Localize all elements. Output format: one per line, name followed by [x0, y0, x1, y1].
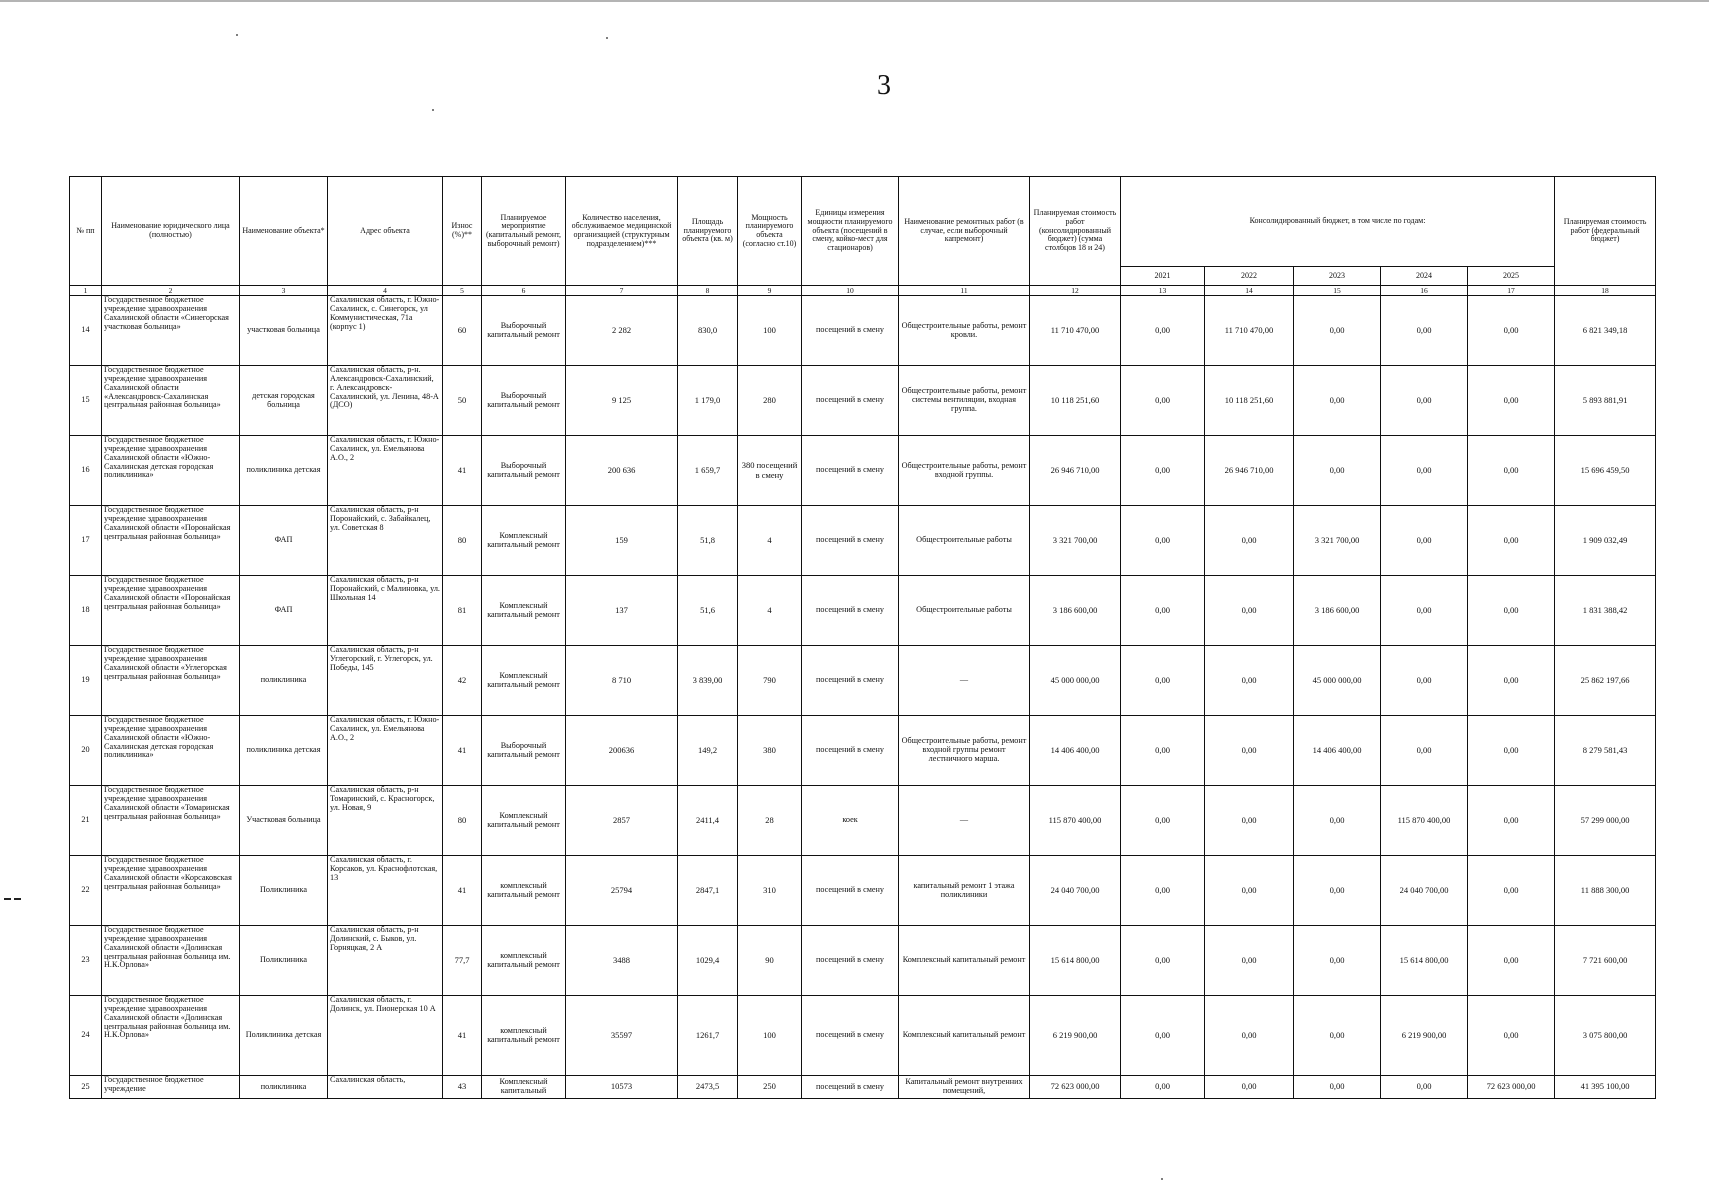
year-2025-cell: 72 623 000,00	[1468, 1076, 1555, 1099]
column-index: 3	[240, 286, 328, 296]
row-number: 21	[70, 786, 102, 856]
table-row	[70, 366, 1656, 436]
scan-top-edge	[0, 0, 1709, 2]
measure-cell: Выборочный капитальный ремонт	[482, 296, 566, 366]
population-cell: 25794	[566, 856, 678, 926]
year-2022-cell: 11 710 470,00	[1205, 296, 1294, 366]
scan-mark	[14, 898, 21, 900]
table-row	[70, 296, 1656, 366]
year-2024-cell: 115 870 400,00	[1381, 786, 1468, 856]
year-2022-cell: 10 118 251,60	[1205, 366, 1294, 436]
column-index: 13	[1121, 286, 1205, 296]
year-2021-cell: 0,00	[1121, 996, 1205, 1076]
object-name-cell: Поликлиника детская	[240, 996, 328, 1076]
works-cell: Общестроительные работы	[899, 576, 1030, 646]
federal-cost-cell: 1 831 388,42	[1555, 576, 1656, 646]
legal-name-cell: Государственное бюджетное учреждение	[102, 1076, 240, 1099]
header-planned-cost: Планируемая стоимость работ (консолидированный бюджет) (сумма столбцов 18 и 24)	[1030, 177, 1121, 286]
measure-cell: Выборочный капитальный ремонт	[482, 366, 566, 436]
population-cell: 9 125	[566, 366, 678, 436]
measure-cell: комплексный капитальный ремонт	[482, 996, 566, 1076]
population-cell: 137	[566, 576, 678, 646]
legal-name-cell: Государственное бюджетное учреждение здравоохранения Сахалинской области «Корсаковская центральная районная больница»	[102, 856, 240, 926]
year-2021-cell: 0,00	[1121, 926, 1205, 996]
wear-cell: 77,7	[443, 926, 482, 996]
year-2022-cell: 0,00	[1205, 646, 1294, 716]
wear-cell: 80	[443, 786, 482, 856]
header-year: 2022	[1205, 267, 1294, 286]
works-cell: Общестроительные работы, ремонт системы вентиляции, входная группа.	[899, 366, 1030, 436]
table-row	[70, 786, 1656, 856]
header-wear: Износ (%)**	[443, 177, 482, 286]
capacity-cell: 280	[738, 366, 802, 436]
wear-cell: 41	[443, 716, 482, 786]
object-name-cell: Поликлиника	[240, 926, 328, 996]
year-2022-cell: 0,00	[1205, 926, 1294, 996]
table-row	[70, 926, 1656, 996]
header-year: 2025	[1468, 267, 1555, 286]
year-2025-cell: 0,00	[1468, 996, 1555, 1076]
funding-table	[69, 176, 1656, 1099]
planned-cost-cell: 15 614 800,00	[1030, 926, 1121, 996]
year-2023-cell: 0,00	[1294, 926, 1381, 996]
header-address: Адрес объекта	[328, 177, 443, 286]
year-2021-cell: 0,00	[1121, 716, 1205, 786]
federal-cost-cell: 25 862 197,66	[1555, 646, 1656, 716]
works-cell: Общестроительные работы, ремонт входной группы ремонт лестничного марша.	[899, 716, 1030, 786]
year-2023-cell: 0,00	[1294, 996, 1381, 1076]
address-cell: Сахалинская область,	[328, 1076, 443, 1099]
row-number: 15	[70, 366, 102, 436]
year-2025-cell: 0,00	[1468, 436, 1555, 506]
units-cell: посещений в смену	[802, 366, 899, 436]
federal-cost-cell: 11 888 300,00	[1555, 856, 1656, 926]
object-name-cell: участковая больница	[240, 296, 328, 366]
year-2025-cell: 0,00	[1468, 926, 1555, 996]
table-row	[70, 506, 1656, 576]
header-year: 2021	[1121, 267, 1205, 286]
area-cell: 1 179,0	[678, 366, 738, 436]
table-row	[70, 1076, 1656, 1099]
population-cell: 200 636	[566, 436, 678, 506]
scan-speck	[432, 109, 434, 111]
area-cell: 1 659,7	[678, 436, 738, 506]
population-cell: 3488	[566, 926, 678, 996]
header-object-name: Наименование объекта*	[240, 177, 328, 286]
row-number: 22	[70, 856, 102, 926]
object-name-cell: детская городская больница	[240, 366, 328, 436]
year-2021-cell: 0,00	[1121, 1076, 1205, 1099]
federal-cost-cell: 5 893 881,91	[1555, 366, 1656, 436]
column-index: 12	[1030, 286, 1121, 296]
year-2021-cell: 0,00	[1121, 786, 1205, 856]
row-number: 14	[70, 296, 102, 366]
address-cell: Сахалинская область, г. Долинск, ул. Пионерская 10 А	[328, 996, 443, 1076]
column-index: 16	[1381, 286, 1468, 296]
federal-cost-cell: 41 395 100,00	[1555, 1076, 1656, 1099]
area-cell: 3 839,00	[678, 646, 738, 716]
year-2024-cell: 0,00	[1381, 1076, 1468, 1099]
legal-name-cell: Государственное бюджетное учреждение здравоохранения Сахалинской области «Долинская центральная районная больница им. Н.К.Орлова»	[102, 926, 240, 996]
wear-cell: 41	[443, 856, 482, 926]
year-2021-cell: 0,00	[1121, 436, 1205, 506]
legal-name-cell: Государственное бюджетное учреждение здравоохранения Сахалинской области «Углегорская центральная районная больница»	[102, 646, 240, 716]
address-cell: Сахалинская область, г. Южно-Сахалинск, ул. Емельянова А.О., 2	[328, 716, 443, 786]
object-name-cell: поликлиника детская	[240, 716, 328, 786]
measure-cell: Комплексный капитальный ремонт	[482, 576, 566, 646]
table-row	[70, 436, 1656, 506]
column-index-row	[70, 286, 1656, 296]
federal-cost-cell: 1 909 032,49	[1555, 506, 1656, 576]
population-cell: 8 710	[566, 646, 678, 716]
column-index: 2	[102, 286, 240, 296]
wear-cell: 81	[443, 576, 482, 646]
year-2025-cell: 0,00	[1468, 366, 1555, 436]
measure-cell: комплексный капитальный ремонт	[482, 926, 566, 996]
year-2022-cell: 0,00	[1205, 1076, 1294, 1099]
units-cell: посещений в смену	[802, 996, 899, 1076]
planned-cost-cell: 3 186 600,00	[1030, 576, 1121, 646]
population-cell: 2857	[566, 786, 678, 856]
scan-speck	[606, 37, 608, 39]
row-number: 23	[70, 926, 102, 996]
column-index: 15	[1294, 286, 1381, 296]
header-legal-name: Наименование юридического лица (полностью)	[102, 177, 240, 286]
address-cell: Сахалинская область, г. Корсаков, ул. Краснофлотская, 13	[328, 856, 443, 926]
federal-cost-cell: 7 721 600,00	[1555, 926, 1656, 996]
area-cell: 2473,5	[678, 1076, 738, 1099]
units-cell: посещений в смену	[802, 926, 899, 996]
header-area: Площадь планируемого объекта (кв. м)	[678, 177, 738, 286]
wear-cell: 43	[443, 1076, 482, 1099]
object-name-cell: ФАП	[240, 506, 328, 576]
year-2025-cell: 0,00	[1468, 506, 1555, 576]
planned-cost-cell: 11 710 470,00	[1030, 296, 1121, 366]
address-cell: Сахалинская область, р-н Томаринский, с. Красногорск, ул. Новая, 9	[328, 786, 443, 856]
column-index: 6	[482, 286, 566, 296]
table-row	[70, 716, 1656, 786]
year-2024-cell: 0,00	[1381, 646, 1468, 716]
capacity-cell: 4	[738, 506, 802, 576]
units-cell: коек	[802, 786, 899, 856]
measure-cell: Комплексный капитальный ремонт	[482, 786, 566, 856]
row-number: 16	[70, 436, 102, 506]
header-year: 2024	[1381, 267, 1468, 286]
row-number: 17	[70, 506, 102, 576]
year-2022-cell: 0,00	[1205, 576, 1294, 646]
row-number: 20	[70, 716, 102, 786]
column-index: 8	[678, 286, 738, 296]
year-2021-cell: 0,00	[1121, 856, 1205, 926]
year-2025-cell: 0,00	[1468, 786, 1555, 856]
year-2023-cell: 0,00	[1294, 786, 1381, 856]
capacity-cell: 790	[738, 646, 802, 716]
header-num: № пп	[70, 177, 102, 286]
area-cell: 830,0	[678, 296, 738, 366]
works-cell: Комплексный капитальный ремонт	[899, 926, 1030, 996]
wear-cell: 60	[443, 296, 482, 366]
works-cell: —	[899, 646, 1030, 716]
header-population: Количество населения, обслуживаемое медицинской организацией (структурным подразделением)***	[566, 177, 678, 286]
measure-cell: Выборочный капитальный ремонт	[482, 716, 566, 786]
legal-name-cell: Государственное бюджетное учреждение здравоохранения Сахалинской области «Александровск-Сахалинская центральная районная больница»	[102, 366, 240, 436]
legal-name-cell: Государственное бюджетное учреждение здравоохранения Сахалинской области «Поронайская центральная районная больница»	[102, 576, 240, 646]
header-consolidated: Консолидированный бюджет, в том числе по годам:	[1121, 177, 1555, 267]
planned-cost-cell: 10 118 251,60	[1030, 366, 1121, 436]
legal-name-cell: Государственное бюджетное учреждение здравоохранения Сахалинской области «Синегорская участковая больница»	[102, 296, 240, 366]
column-index: 18	[1555, 286, 1656, 296]
works-cell: Общестроительные работы	[899, 506, 1030, 576]
year-2023-cell: 3 186 600,00	[1294, 576, 1381, 646]
year-2025-cell: 0,00	[1468, 296, 1555, 366]
header-year: 2023	[1294, 267, 1381, 286]
federal-cost-cell: 3 075 800,00	[1555, 996, 1656, 1076]
measure-cell: Комплексный капитальный ремонт	[482, 646, 566, 716]
address-cell: Сахалинская область, р-н Долинский, с. Быков, ул. Горняцкая, 2 А	[328, 926, 443, 996]
area-cell: 2411,4	[678, 786, 738, 856]
address-cell: Сахалинская область, г. Южно-Сахалинск, с. Синегорск, ул Коммунистическая, 71а (корпус 1)	[328, 296, 443, 366]
capacity-cell: 100	[738, 296, 802, 366]
year-2023-cell: 0,00	[1294, 296, 1381, 366]
units-cell: посещений в смену	[802, 856, 899, 926]
year-2025-cell: 0,00	[1468, 856, 1555, 926]
planned-cost-cell: 45 000 000,00	[1030, 646, 1121, 716]
population-cell: 200636	[566, 716, 678, 786]
year-2023-cell: 0,00	[1294, 856, 1381, 926]
planned-cost-cell: 3 321 700,00	[1030, 506, 1121, 576]
row-number: 24	[70, 996, 102, 1076]
column-index: 5	[443, 286, 482, 296]
year-2022-cell: 0,00	[1205, 506, 1294, 576]
header-federal: Планируемая стоимость работ (федеральный бюджет)	[1555, 177, 1656, 286]
planned-cost-cell: 72 623 000,00	[1030, 1076, 1121, 1099]
row-number: 19	[70, 646, 102, 716]
address-cell: Сахалинская область, р-н Углегорский, г. Углегорск, ул. Победы, 145	[328, 646, 443, 716]
year-2022-cell: 0,00	[1205, 996, 1294, 1076]
capacity-cell: 90	[738, 926, 802, 996]
capacity-cell: 380	[738, 716, 802, 786]
header-capacity: Мощность планируемого объекта (согласно ст.10)	[738, 177, 802, 286]
row-number: 18	[70, 576, 102, 646]
legal-name-cell: Государственное бюджетное учреждение здравоохранения Сахалинской области «Долинская центральная районная больница им. Н.К.Орлова»	[102, 996, 240, 1076]
object-name-cell: ФАП	[240, 576, 328, 646]
works-cell: Общестроительные работы, ремонт кровли.	[899, 296, 1030, 366]
year-2023-cell: 3 321 700,00	[1294, 506, 1381, 576]
scan-speck	[1161, 1178, 1163, 1180]
planned-cost-cell: 14 406 400,00	[1030, 716, 1121, 786]
planned-cost-cell: 24 040 700,00	[1030, 856, 1121, 926]
year-2021-cell: 0,00	[1121, 506, 1205, 576]
year-2021-cell: 0,00	[1121, 296, 1205, 366]
year-2021-cell: 0,00	[1121, 646, 1205, 716]
wear-cell: 80	[443, 506, 482, 576]
year-2023-cell: 0,00	[1294, 366, 1381, 436]
column-index: 14	[1205, 286, 1294, 296]
year-2023-cell: 14 406 400,00	[1294, 716, 1381, 786]
wear-cell: 41	[443, 436, 482, 506]
year-2021-cell: 0,00	[1121, 576, 1205, 646]
area-cell: 149,2	[678, 716, 738, 786]
capacity-cell: 4	[738, 576, 802, 646]
scan-speck	[236, 34, 238, 36]
header-measure: Планируемое мероприятие (капитальный ремонт, выборочный ремонт)	[482, 177, 566, 286]
legal-name-cell: Государственное бюджетное учреждение здравоохранения Сахалинской области «Поронайская центральная районная больница»	[102, 506, 240, 576]
population-cell: 10573	[566, 1076, 678, 1099]
year-2025-cell: 0,00	[1468, 716, 1555, 786]
capacity-cell: 250	[738, 1076, 802, 1099]
works-cell: —	[899, 786, 1030, 856]
units-cell: посещений в смену	[802, 296, 899, 366]
year-2021-cell: 0,00	[1121, 366, 1205, 436]
capacity-cell: 380 посещений в смену	[738, 436, 802, 506]
header-works: Наименование ремонтных работ (в случае, если выборочный капремонт)	[899, 177, 1030, 286]
population-cell: 159	[566, 506, 678, 576]
table-row	[70, 856, 1656, 926]
population-cell: 35597	[566, 996, 678, 1076]
units-cell: посещений в смену	[802, 576, 899, 646]
column-index: 17	[1468, 286, 1555, 296]
column-index: 11	[899, 286, 1030, 296]
year-2023-cell: 0,00	[1294, 436, 1381, 506]
table-row	[70, 646, 1656, 716]
address-cell: Сахалинская область, р-н Поронайский, с Малиновка, ул. Школьная 14	[328, 576, 443, 646]
year-2022-cell: 0,00	[1205, 856, 1294, 926]
measure-cell: комплексный капитальный ремонт	[482, 856, 566, 926]
area-cell: 1261,7	[678, 996, 738, 1076]
federal-cost-cell: 15 696 459,50	[1555, 436, 1656, 506]
address-cell: Сахалинская область, р-н. Александровск-Сахалинский, г. Александровск-Сахалинский, ул. Ленина, 48-А (ДСО)	[328, 366, 443, 436]
works-cell: Комплексный капитальный ремонт	[899, 996, 1030, 1076]
measure-cell: Комплексный капитальный	[482, 1076, 566, 1099]
capacity-cell: 310	[738, 856, 802, 926]
year-2024-cell: 24 040 700,00	[1381, 856, 1468, 926]
year-2022-cell: 0,00	[1205, 786, 1294, 856]
year-2024-cell: 0,00	[1381, 716, 1468, 786]
federal-cost-cell: 6 821 349,18	[1555, 296, 1656, 366]
year-2023-cell: 45 000 000,00	[1294, 646, 1381, 716]
units-cell: посещений в смену	[802, 716, 899, 786]
area-cell: 51,8	[678, 506, 738, 576]
year-2022-cell: 26 946 710,00	[1205, 436, 1294, 506]
header-units: Единицы измерения мощности планируемого объекта (посещений в смену, койко-мест для стационаров)	[802, 177, 899, 286]
year-2024-cell: 0,00	[1381, 296, 1468, 366]
object-name-cell: поликлиника	[240, 646, 328, 716]
planned-cost-cell: 6 219 900,00	[1030, 996, 1121, 1076]
federal-cost-cell: 8 279 581,43	[1555, 716, 1656, 786]
legal-name-cell: Государственное бюджетное учреждение здравоохранения Сахалинской области «Томаринская центральная районная больница»	[102, 786, 240, 856]
units-cell: посещений в смену	[802, 646, 899, 716]
column-index: 4	[328, 286, 443, 296]
measure-cell: Комплексный капитальный ремонт	[482, 506, 566, 576]
year-2023-cell: 0,00	[1294, 1076, 1381, 1099]
units-cell: посещений в смену	[802, 436, 899, 506]
capacity-cell: 28	[738, 786, 802, 856]
measure-cell: Выборочный капитальный ремонт	[482, 436, 566, 506]
wear-cell: 42	[443, 646, 482, 716]
object-name-cell: поликлиника	[240, 1076, 328, 1099]
scan-mark	[4, 898, 11, 900]
planned-cost-cell: 115 870 400,00	[1030, 786, 1121, 856]
object-name-cell: Участковая больница	[240, 786, 328, 856]
area-cell: 51,6	[678, 576, 738, 646]
units-cell: посещений в смену	[802, 1076, 899, 1099]
year-2024-cell: 6 219 900,00	[1381, 996, 1468, 1076]
year-2025-cell: 0,00	[1468, 576, 1555, 646]
table-row	[70, 996, 1656, 1076]
legal-name-cell: Государственное бюджетное учреждение здравоохранения Сахалинской области «Южно-Сахалинская детская городская поликлиника»	[102, 716, 240, 786]
legal-name-cell: Государственное бюджетное учреждение здравоохранения Сахалинской области «Южно-Сахалинская детская городская поликлиника»	[102, 436, 240, 506]
table-row	[70, 576, 1656, 646]
year-2024-cell: 0,00	[1381, 436, 1468, 506]
works-cell: капитальный ремонт 1 этажа поликлиники	[899, 856, 1030, 926]
wear-cell: 50	[443, 366, 482, 436]
capacity-cell: 100	[738, 996, 802, 1076]
column-index: 9	[738, 286, 802, 296]
area-cell: 1029,4	[678, 926, 738, 996]
population-cell: 2 282	[566, 296, 678, 366]
address-cell: Сахалинская область, р-н Поронайский, с. Забайкалец, ул. Советская 8	[328, 506, 443, 576]
object-name-cell: поликлиника детская	[240, 436, 328, 506]
year-2024-cell: 0,00	[1381, 366, 1468, 436]
year-2024-cell: 0,00	[1381, 576, 1468, 646]
year-2024-cell: 15 614 800,00	[1381, 926, 1468, 996]
area-cell: 2847,1	[678, 856, 738, 926]
address-cell: Сахалинская область, г. Южно-Сахалинск, ул. Емельянова А.О., 2	[328, 436, 443, 506]
works-cell: Капитальный ремонт внутренних помещений,	[899, 1076, 1030, 1099]
planned-cost-cell: 26 946 710,00	[1030, 436, 1121, 506]
column-index: 7	[566, 286, 678, 296]
object-name-cell: Поликлиника	[240, 856, 328, 926]
works-cell: Общестроительные работы, ремонт входной группы.	[899, 436, 1030, 506]
year-2024-cell: 0,00	[1381, 506, 1468, 576]
wear-cell: 41	[443, 996, 482, 1076]
units-cell: посещений в смену	[802, 506, 899, 576]
column-index: 1	[70, 286, 102, 296]
year-2025-cell: 0,00	[1468, 646, 1555, 716]
year-2022-cell: 0,00	[1205, 716, 1294, 786]
column-index: 10	[802, 286, 899, 296]
row-number: 25	[70, 1076, 102, 1099]
page-number: 3	[877, 70, 891, 101]
federal-cost-cell: 57 299 000,00	[1555, 786, 1656, 856]
